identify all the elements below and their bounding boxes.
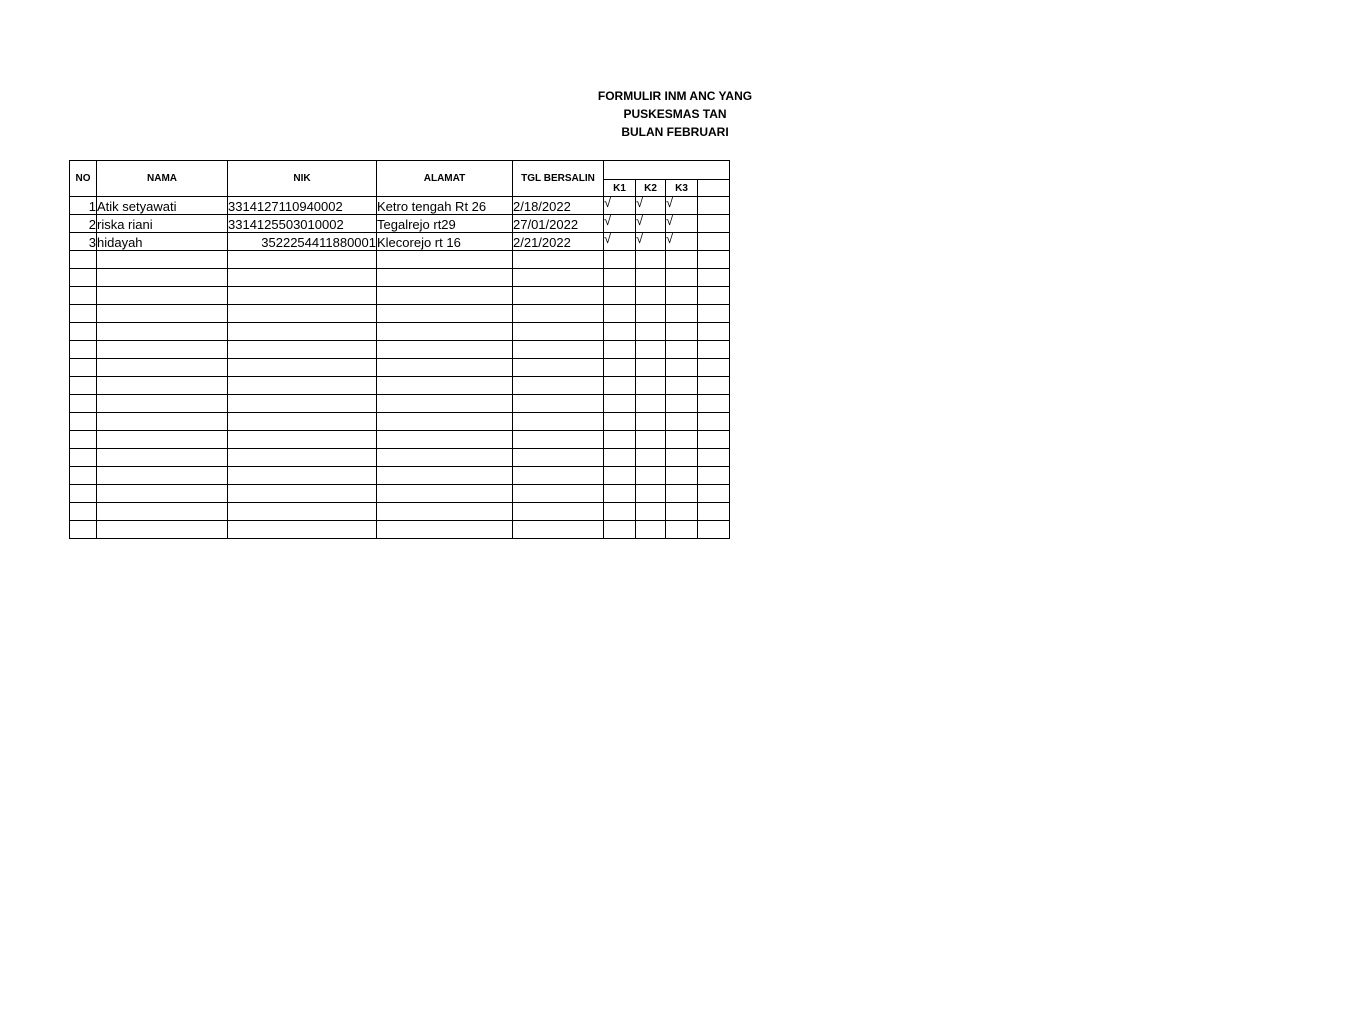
- table-row: [70, 413, 730, 431]
- cell-k4[interactable]: [698, 377, 730, 395]
- table-row: [70, 287, 730, 305]
- cell-k4[interactable]: [698, 269, 730, 287]
- cell-k1[interactable]: [604, 413, 636, 431]
- cell-nik[interactable]: [228, 395, 377, 413]
- cell-k2[interactable]: [636, 359, 666, 377]
- cell-alamat[interactable]: [377, 503, 513, 521]
- cell-k1[interactable]: [604, 503, 636, 521]
- cell-nama[interactable]: [97, 467, 228, 485]
- cell-nama[interactable]: [97, 485, 228, 503]
- table-row: [70, 215, 730, 233]
- cell-k2[interactable]: [636, 251, 666, 269]
- cell-k3[interactable]: [666, 449, 698, 467]
- cell-k2[interactable]: [636, 521, 666, 539]
- cell-k1[interactable]: [604, 323, 636, 341]
- cell-tgl-bersalin[interactable]: [513, 521, 604, 539]
- cell-tgl-bersalin[interactable]: [513, 449, 604, 467]
- cell-tgl-bersalin[interactable]: [513, 467, 604, 485]
- cell-no[interactable]: [70, 359, 97, 377]
- puskesmas-title: PUSKESMAS TAN: [623, 107, 727, 121]
- cell-k4[interactable]: [698, 251, 730, 269]
- cell-k4[interactable]: [698, 233, 730, 251]
- table-row: [70, 197, 730, 215]
- cell-nik[interactable]: [228, 467, 377, 485]
- cell-nik[interactable]: [228, 305, 377, 323]
- table-row: [70, 233, 730, 251]
- cell-alamat[interactable]: [377, 323, 513, 341]
- cell-nik[interactable]: 3522254411880001: [228, 233, 377, 251]
- cell-k1[interactable]: [604, 395, 636, 413]
- header-alamat: ALAMAT: [377, 161, 513, 197]
- header-nik: NIK: [228, 161, 377, 197]
- table-row: [70, 377, 730, 395]
- cell-k4[interactable]: [698, 215, 730, 233]
- cell-k2[interactable]: [636, 269, 666, 287]
- header-kunjungan-group: [604, 161, 730, 180]
- cell-k3[interactable]: [666, 269, 698, 287]
- cell-tgl-bersalin[interactable]: [513, 305, 604, 323]
- cell-alamat[interactable]: [377, 413, 513, 431]
- cell-k1[interactable]: √: [604, 197, 636, 215]
- cell-alamat[interactable]: [377, 287, 513, 305]
- cell-k4[interactable]: [698, 521, 730, 539]
- cell-k2[interactable]: [636, 413, 666, 431]
- cell-k2[interactable]: [636, 395, 666, 413]
- cell-k3[interactable]: [666, 251, 698, 269]
- cell-nama[interactable]: [97, 251, 228, 269]
- cell-k2[interactable]: [636, 467, 666, 485]
- cell-k1[interactable]: √: [604, 233, 636, 251]
- cell-alamat[interactable]: [377, 251, 513, 269]
- cell-nik[interactable]: [228, 287, 377, 305]
- cell-k3[interactable]: √: [666, 215, 698, 233]
- table-header-row: [70, 161, 730, 180]
- cell-nik[interactable]: [228, 485, 377, 503]
- cell-k3[interactable]: [666, 341, 698, 359]
- cell-no[interactable]: [70, 305, 97, 323]
- cell-k1[interactable]: [604, 341, 636, 359]
- cell-nik[interactable]: [228, 503, 377, 521]
- cell-alamat[interactable]: [377, 521, 513, 539]
- cell-nama[interactable]: [97, 413, 228, 431]
- cell-k4[interactable]: [698, 359, 730, 377]
- cell-k2[interactable]: [636, 449, 666, 467]
- cell-k1[interactable]: √: [604, 215, 636, 233]
- table-row: [70, 449, 730, 467]
- header-k1: K1: [604, 180, 636, 197]
- cell-no[interactable]: [70, 251, 97, 269]
- header-k3: K3: [666, 180, 698, 197]
- cell-k1[interactable]: [604, 359, 636, 377]
- cell-tgl-bersalin[interactable]: [513, 485, 604, 503]
- cell-k1[interactable]: [604, 287, 636, 305]
- cell-tgl-bersalin[interactable]: [513, 413, 604, 431]
- cell-alamat[interactable]: [377, 305, 513, 323]
- cell-no[interactable]: [70, 485, 97, 503]
- cell-nama[interactable]: [97, 377, 228, 395]
- cell-k1[interactable]: [604, 431, 636, 449]
- cell-nik[interactable]: [228, 341, 377, 359]
- cell-tgl-bersalin[interactable]: [513, 251, 604, 269]
- cell-tgl-bersalin[interactable]: [513, 395, 604, 413]
- cell-tgl-bersalin[interactable]: 2/18/2022: [513, 197, 604, 215]
- cell-k3[interactable]: [666, 377, 698, 395]
- cell-k4[interactable]: [698, 395, 730, 413]
- cell-k2[interactable]: [636, 431, 666, 449]
- cell-k3[interactable]: [666, 503, 698, 521]
- cell-k3[interactable]: [666, 305, 698, 323]
- cell-k1[interactable]: [604, 521, 636, 539]
- cell-no[interactable]: [70, 503, 97, 521]
- table-row: [70, 503, 730, 521]
- cell-k3[interactable]: [666, 521, 698, 539]
- table-row: [70, 521, 730, 539]
- header-nama: NAMA: [97, 161, 228, 197]
- cell-nama[interactable]: hidayah: [97, 233, 228, 251]
- table-row: [70, 341, 730, 359]
- cell-nik[interactable]: [228, 449, 377, 467]
- cell-nik[interactable]: [228, 413, 377, 431]
- cell-tgl-bersalin[interactable]: [513, 341, 604, 359]
- cell-k3[interactable]: [666, 395, 698, 413]
- cell-nik[interactable]: [228, 431, 377, 449]
- cell-alamat[interactable]: Klecorejo rt 16: [377, 233, 513, 251]
- cell-nama[interactable]: [97, 341, 228, 359]
- header-k2: K2: [636, 180, 666, 197]
- cell-nama[interactable]: [97, 305, 228, 323]
- cell-nik[interactable]: 3314125503010002: [228, 215, 377, 233]
- cell-alamat[interactable]: [377, 449, 513, 467]
- cell-k2[interactable]: [636, 287, 666, 305]
- table-row: [70, 269, 730, 287]
- cell-no[interactable]: [70, 341, 97, 359]
- cell-nik[interactable]: [228, 359, 377, 377]
- cell-k4[interactable]: [698, 503, 730, 521]
- cell-k2[interactable]: [636, 305, 666, 323]
- cell-k4[interactable]: [698, 413, 730, 431]
- cell-no[interactable]: [70, 323, 97, 341]
- cell-k2[interactable]: [636, 485, 666, 503]
- table-row: [70, 323, 730, 341]
- cell-tgl-bersalin[interactable]: 27/01/2022: [513, 215, 604, 233]
- cell-k3[interactable]: [666, 413, 698, 431]
- cell-no[interactable]: [70, 377, 97, 395]
- cell-nama[interactable]: [97, 395, 228, 413]
- cell-k3[interactable]: √: [666, 233, 698, 251]
- cell-alamat[interactable]: [377, 395, 513, 413]
- cell-alamat[interactable]: [377, 485, 513, 503]
- cell-k3[interactable]: [666, 359, 698, 377]
- cell-no[interactable]: 1: [70, 197, 97, 215]
- cell-k3[interactable]: [666, 287, 698, 305]
- cell-tgl-bersalin[interactable]: [513, 377, 604, 395]
- cell-tgl-bersalin[interactable]: [513, 359, 604, 377]
- cell-no[interactable]: [70, 287, 97, 305]
- cell-k4[interactable]: [698, 287, 730, 305]
- month-title: BULAN FEBRUARI: [621, 125, 729, 139]
- cell-no[interactable]: [70, 431, 97, 449]
- cell-tgl-bersalin[interactable]: [513, 503, 604, 521]
- cell-k3[interactable]: √: [666, 197, 698, 215]
- table-row: [70, 485, 730, 503]
- cell-k4[interactable]: [698, 467, 730, 485]
- cell-nik[interactable]: [228, 521, 377, 539]
- cell-nik[interactable]: [228, 251, 377, 269]
- cell-k1[interactable]: [604, 449, 636, 467]
- cell-tgl-bersalin[interactable]: [513, 287, 604, 305]
- cell-k4[interactable]: [698, 323, 730, 341]
- cell-no[interactable]: [70, 395, 97, 413]
- cell-tgl-bersalin[interactable]: [513, 431, 604, 449]
- cell-alamat[interactable]: Tegalrejo rt29: [377, 215, 513, 233]
- cell-k1[interactable]: [604, 269, 636, 287]
- cell-k4[interactable]: [698, 197, 730, 215]
- cell-nik[interactable]: [228, 269, 377, 287]
- cell-alamat[interactable]: [377, 467, 513, 485]
- table-row: [70, 395, 730, 413]
- cell-k4[interactable]: [698, 305, 730, 323]
- table-row: [70, 359, 730, 377]
- cell-nik[interactable]: 3314127110940002: [228, 197, 377, 215]
- cell-alamat[interactable]: [377, 269, 513, 287]
- cell-alamat[interactable]: [377, 431, 513, 449]
- cell-k2[interactable]: [636, 377, 666, 395]
- cell-no[interactable]: 2: [70, 215, 97, 233]
- cell-k2[interactable]: √: [636, 215, 666, 233]
- cell-no[interactable]: [70, 467, 97, 485]
- cell-nik[interactable]: [228, 377, 377, 395]
- cell-no[interactable]: [70, 413, 97, 431]
- cell-k3[interactable]: [666, 467, 698, 485]
- cell-k2[interactable]: [636, 341, 666, 359]
- cell-k1[interactable]: [604, 485, 636, 503]
- cell-nama[interactable]: [97, 449, 228, 467]
- cell-k4[interactable]: [698, 449, 730, 467]
- cell-nama[interactable]: [97, 287, 228, 305]
- cell-k1[interactable]: [604, 251, 636, 269]
- cell-no[interactable]: [70, 521, 97, 539]
- cell-alamat[interactable]: [377, 341, 513, 359]
- cell-k3[interactable]: [666, 485, 698, 503]
- cell-no[interactable]: [70, 449, 97, 467]
- header-tgl-bersalin: TGL BERSALIN: [513, 161, 604, 197]
- cell-nama[interactable]: [97, 431, 228, 449]
- cell-k4[interactable]: [698, 431, 730, 449]
- cell-k1[interactable]: [604, 305, 636, 323]
- table-row: [70, 431, 730, 449]
- cell-nama[interactable]: Atik setyawati: [97, 197, 228, 215]
- cell-alamat[interactable]: [377, 377, 513, 395]
- cell-k3[interactable]: [666, 431, 698, 449]
- header-no: NO: [70, 161, 97, 197]
- cell-nama[interactable]: [97, 359, 228, 377]
- cell-k1[interactable]: [604, 377, 636, 395]
- cell-k3[interactable]: [666, 323, 698, 341]
- table-row: [70, 251, 730, 269]
- anc-form-table: [69, 160, 730, 539]
- cell-k2[interactable]: [636, 503, 666, 521]
- cell-nama[interactable]: [97, 269, 228, 287]
- cell-nama[interactable]: riska riani: [97, 215, 228, 233]
- cell-nama[interactable]: [97, 503, 228, 521]
- cell-alamat[interactable]: [377, 359, 513, 377]
- cell-k4[interactable]: [698, 485, 730, 503]
- cell-tgl-bersalin[interactable]: [513, 269, 604, 287]
- cell-k4[interactable]: [698, 341, 730, 359]
- cell-k2[interactable]: √: [636, 233, 666, 251]
- table-row: [70, 467, 730, 485]
- cell-k2[interactable]: √: [636, 197, 666, 215]
- table-body: [70, 197, 730, 539]
- cell-k2[interactable]: [636, 323, 666, 341]
- table-row: [70, 305, 730, 323]
- header-k4: [698, 180, 730, 197]
- cell-alamat[interactable]: Ketro tengah Rt 26: [377, 197, 513, 215]
- cell-nik[interactable]: [228, 323, 377, 341]
- cell-tgl-bersalin[interactable]: 2/21/2022: [513, 233, 604, 251]
- cell-nama[interactable]: [97, 521, 228, 539]
- cell-nama[interactable]: [97, 323, 228, 341]
- cell-no[interactable]: 3: [70, 233, 97, 251]
- cell-k1[interactable]: [604, 467, 636, 485]
- form-title: FORMULIR INM ANC YANG: [597, 89, 753, 103]
- cell-tgl-bersalin[interactable]: [513, 323, 604, 341]
- cell-no[interactable]: [70, 269, 97, 287]
